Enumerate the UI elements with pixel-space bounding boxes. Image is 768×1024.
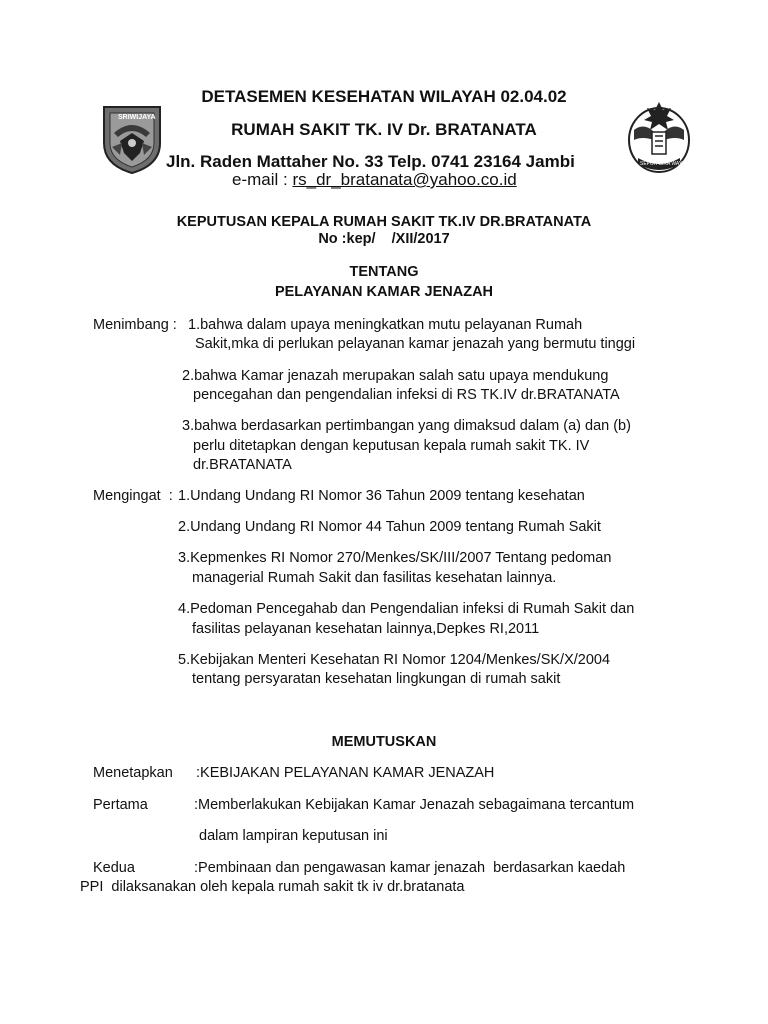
header-unit-name: DETASEMEN KESEHATAN WILAYAH 02.04.02 bbox=[201, 87, 567, 106]
garuda-emblem-logo bbox=[624, 96, 694, 176]
mengingat-item-5-line2: tentang persyaratan kesehatan lingkungan di rumah sakit bbox=[192, 671, 561, 687]
menetapkan-value: :KEBIJAKAN PELAYANAN KAMAR JENAZAH bbox=[196, 765, 495, 781]
pertama-label: Pertama bbox=[93, 797, 148, 813]
menimbang-item-1-line1: 1.bahwa dalam upaya meningkatkan mutu pelayanan Rumah bbox=[188, 317, 583, 333]
memutuskan-heading: MEMUTUSKAN bbox=[331, 734, 437, 750]
menimbang-item-3-line1: 3.bahwa berdasarkan pertimbangan yang dimaksud dalam (a) dan (b) bbox=[182, 418, 631, 434]
mengingat-item-4-line1: 4.Pedoman Pencegahab dan Pengendalian infeksi di Rumah Sakit dan bbox=[178, 601, 635, 617]
email-label: e-mail : bbox=[232, 170, 293, 189]
mengingat-item-3-line1: 3.Kepmenkes RI Nomor 270/Menkes/SK/III/2007 Tentang pedoman bbox=[178, 550, 612, 566]
menimbang-item-1-line2: Sakit,mka di perlukan pelayanan kamar jenazah yang bermutu tinggi bbox=[195, 336, 636, 352]
decree-subject: PELAYANAN KAMAR JENAZAH bbox=[274, 284, 494, 300]
mengingat-item-5-line1: 5.Kebijakan Menteri Kesehatan RI Nomor 1204/Menkes/SK/X/2004 bbox=[178, 652, 611, 668]
mengingat-item-2: 2.Undang Undang RI Nomor 44 Tahun 2009 tentang Rumah Sakit bbox=[178, 519, 601, 535]
menimbang-item-3-line2: perlu ditetapkan dengan keputusan kepala rumah sakit TK. IV bbox=[193, 438, 590, 454]
pertama-line1: :Memberlakukan Kebijakan Kamar Jenazah sebagaimana tercantum bbox=[194, 797, 635, 813]
logo-left-text: SRIWIJAYA bbox=[118, 114, 156, 121]
menimbang-item-3-line3: dr.BRATANATA bbox=[193, 457, 292, 473]
header-hospital-name: RUMAH SAKIT TK. IV Dr. BRATANATA bbox=[231, 120, 537, 139]
mengingat-item-4-line2: fasilitas pelayanan kesehatan lainnya,Depkes RI,2011 bbox=[192, 621, 540, 637]
kedua-line1: :Pembinaan dan pengawasan kamar jenazah berdasarkan kaedah bbox=[194, 860, 626, 876]
header-email-line bbox=[232, 170, 517, 190]
header-address: Jln. Raden Mattaher No. 33 Telp. 0741 23164 Jambi bbox=[166, 152, 575, 171]
menimbang-item-2-line2: pencegahan dan pengendalian infeksi di RS TK.IV dr.BRATANATA bbox=[193, 387, 620, 403]
decree-number: No :kep/ /XII/2017 bbox=[318, 231, 450, 247]
email-link[interactable]: rs_dr_bratanata@yahoo.co.id bbox=[292, 170, 517, 189]
mengingat-item-1: 1.Undang Undang RI Nomor 36 Tahun 2009 tentang kesehatan bbox=[178, 488, 585, 504]
menimbang-label: Menimbang : bbox=[93, 317, 177, 333]
menetapkan-label: Menetapkan bbox=[93, 765, 173, 781]
kedua-line2: PPI dilaksanakan oleh kepala rumah sakit tk iv dr.bratanata bbox=[80, 879, 465, 895]
menimbang-item-2-line1: 2.bahwa Kamar jenazah merupakan salah satu upaya mendukung bbox=[182, 368, 609, 384]
decree-title: KEPUTUSAN KEPALA RUMAH SAKIT TK.IV DR.BRATANATA bbox=[176, 214, 592, 230]
kedua-label: Kedua bbox=[93, 860, 135, 876]
pertama-line2: dalam lampiran keputusan ini bbox=[199, 828, 388, 844]
mengingat-item-3-line2: managerial Rumah Sakit dan fasilitas kesehatan lainnya. bbox=[192, 570, 557, 586]
mengingat-label: Mengingat : bbox=[93, 488, 173, 504]
tentang-heading: TENTANG bbox=[349, 264, 419, 280]
logo-right-text: SEPUH SIRA WAYT bbox=[640, 161, 686, 167]
